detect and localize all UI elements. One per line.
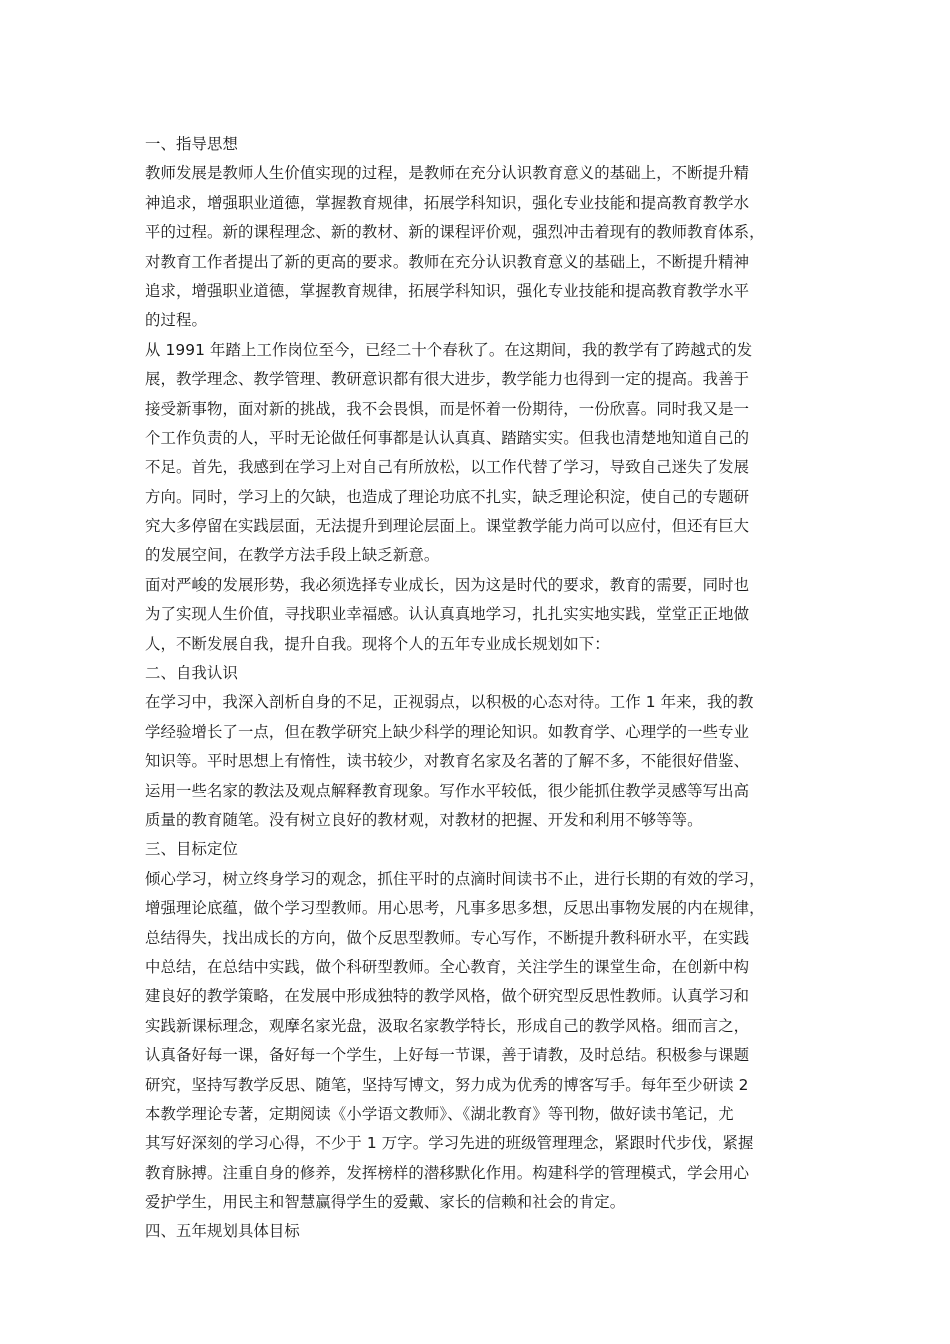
text-line: 的过程。	[145, 311, 207, 330]
text-line: 认真备好每一课，备好每一个学生，上好每一节课，善于请教，及时总结。积极参与课题	[145, 1046, 750, 1065]
text-line: 教育脉搏。注重自身的修养，发挥榜样的潜移默化作用。构建科学的管理模式，学会用心	[145, 1163, 750, 1182]
text-line: 教师发展是教师人生价值实现的过程，是教师在充分认识教育意义的基础上，不断提升精	[145, 164, 750, 183]
text-line: 究大多停留在实践层面，无法提升到理论层面上。课堂教学能力尚可以应付，但还有巨大	[145, 517, 750, 536]
heading-five-year-plan-goals: 四、五年规划具体目标	[145, 1222, 300, 1241]
text-line: 为了实现人生价值，寻找职业幸福感。认认真真地学习，扎扎实实地实践，堂堂正正地做	[145, 605, 750, 624]
text-line: 倾心学习，树立终身学习的观念，抓住平时的点滴时间读书不止，进行长期的有效的学习，	[145, 869, 765, 888]
text-line: 增强理论底蕴，做个学习型教师。用心思考，凡事多思多想，反思出事物发展的内在规律，	[145, 899, 765, 918]
text-line: 展，教学理念、教学管理、教研意识都有很大进步，教学能力也得到一定的提高。我善于	[145, 370, 750, 389]
text-line: 中总结，在总结中实践，做个科研型教师。全心教育，关注学生的课堂生命，在创新中构	[145, 957, 750, 976]
heading-goal-positioning: 三、目标定位	[145, 840, 238, 859]
text-line: 的发展空间，在教学方法手段上缺乏新意。	[145, 546, 440, 565]
text-line: 接受新事物，面对新的挑战，我不会畏惧，而是怀着一份期待，一份欣喜。同时我又是一	[145, 399, 750, 418]
text-line: 质量的教育随笔。没有树立良好的教材观，对教材的把握、开发和利用不够等等。	[145, 810, 703, 829]
text-line: 神追求，增强职业道德，掌握教育规律，拓展学科知识，强化专业技能和提高教育教学水	[145, 193, 750, 212]
text-line: 其写好深刻的学习心得，不少于 1 万字。学习先进的班级管理理念，紧跟时代步伐，紧握	[145, 1134, 754, 1153]
text-line: 方向。同时，学习上的欠缺，也造成了理论功底不扎实，缺乏理论积淀，使自己的专题研	[145, 487, 750, 506]
text-line: 人，不断发展自我，提升自我。现将个人的五年专业成长规划如下：	[145, 634, 610, 653]
text-line: 面对严峻的发展形势，我必须选择专业成长，因为这是时代的要求，教育的需要，同时也	[145, 575, 750, 594]
text-line: 从 1991 年踏上工作岗位至今，已经二十个春秋了。在这期间，我的教学有了跨越式的发	[145, 340, 753, 359]
text-line: 对教育工作者提出了新的更高的要求。教师在充分认识教育意义的基础上，不断提升精神	[145, 252, 750, 271]
text-line: 追求，增强职业道德，掌握教育规律，拓展学科知识，强化专业技能和提高教育教学水平	[145, 281, 750, 300]
text-line: 平的过程。新的课程理念、新的教材、新的课程评价观，强烈冲击着现有的教师教育体系，	[145, 223, 765, 242]
text-line: 运用一些名家的教法及观点解释教育现象。写作水平较低，很少能抓住教学灵感等写出高	[145, 781, 750, 800]
heading-guiding-ideology: 一、指导思想	[145, 135, 238, 153]
text-line: 总结得失，找出成长的方向，做个反思型教师。专心写作，不断提升教科研水平，在实践	[145, 928, 750, 947]
text-line: 学经验增长了一点，但在教学研究上缺少科学的理论知识。如教育学、心理学的一些专业	[145, 722, 750, 741]
text-line: 在学习中，我深入剖析自身的不足，正视弱点，以积极的心态对待。工作 1 年来，我的教	[145, 693, 754, 712]
text-line: 个工作负责的人，平时无论做任何事都是认认真真、踏踏实实。但我也清楚地知道自己的	[145, 428, 750, 447]
heading-self-awareness: 二、自我认识	[145, 664, 238, 683]
text-line: 不足。首先，我感到在学习上对自己有所放松，以工作代替了学习，导致自己迷失了发展	[145, 458, 750, 477]
text-line: 爱护学生，用民主和智慧赢得学生的爱戴、家长的信赖和社会的肯定。	[145, 1193, 626, 1212]
text-line: 建良好的教学策略，在发展中形成独特的教学风格，做个研究型反思性教师。认真学习和	[145, 987, 750, 1006]
text-line: 研究，坚持写教学反思、随笔，坚持写博文，努力成为优秀的博客写手。每年至少研读 2	[145, 1075, 749, 1094]
text-line: 实践新课标理念，观摩名家光盘，汲取名家教学特长，形成自己的教学风格。细而言之，	[145, 1016, 750, 1035]
text-line: 本教学理论专著，定期阅读《小学语文教师》、《湖北教育》等刊物，做好读书笔记，尤	[145, 1104, 734, 1123]
text-line: 知识等。平时思想上有惰性，读书较少，对教育名家及名著的了解不多，不能很好借鉴、	[145, 752, 750, 771]
document-body	[145, 130, 805, 1247]
